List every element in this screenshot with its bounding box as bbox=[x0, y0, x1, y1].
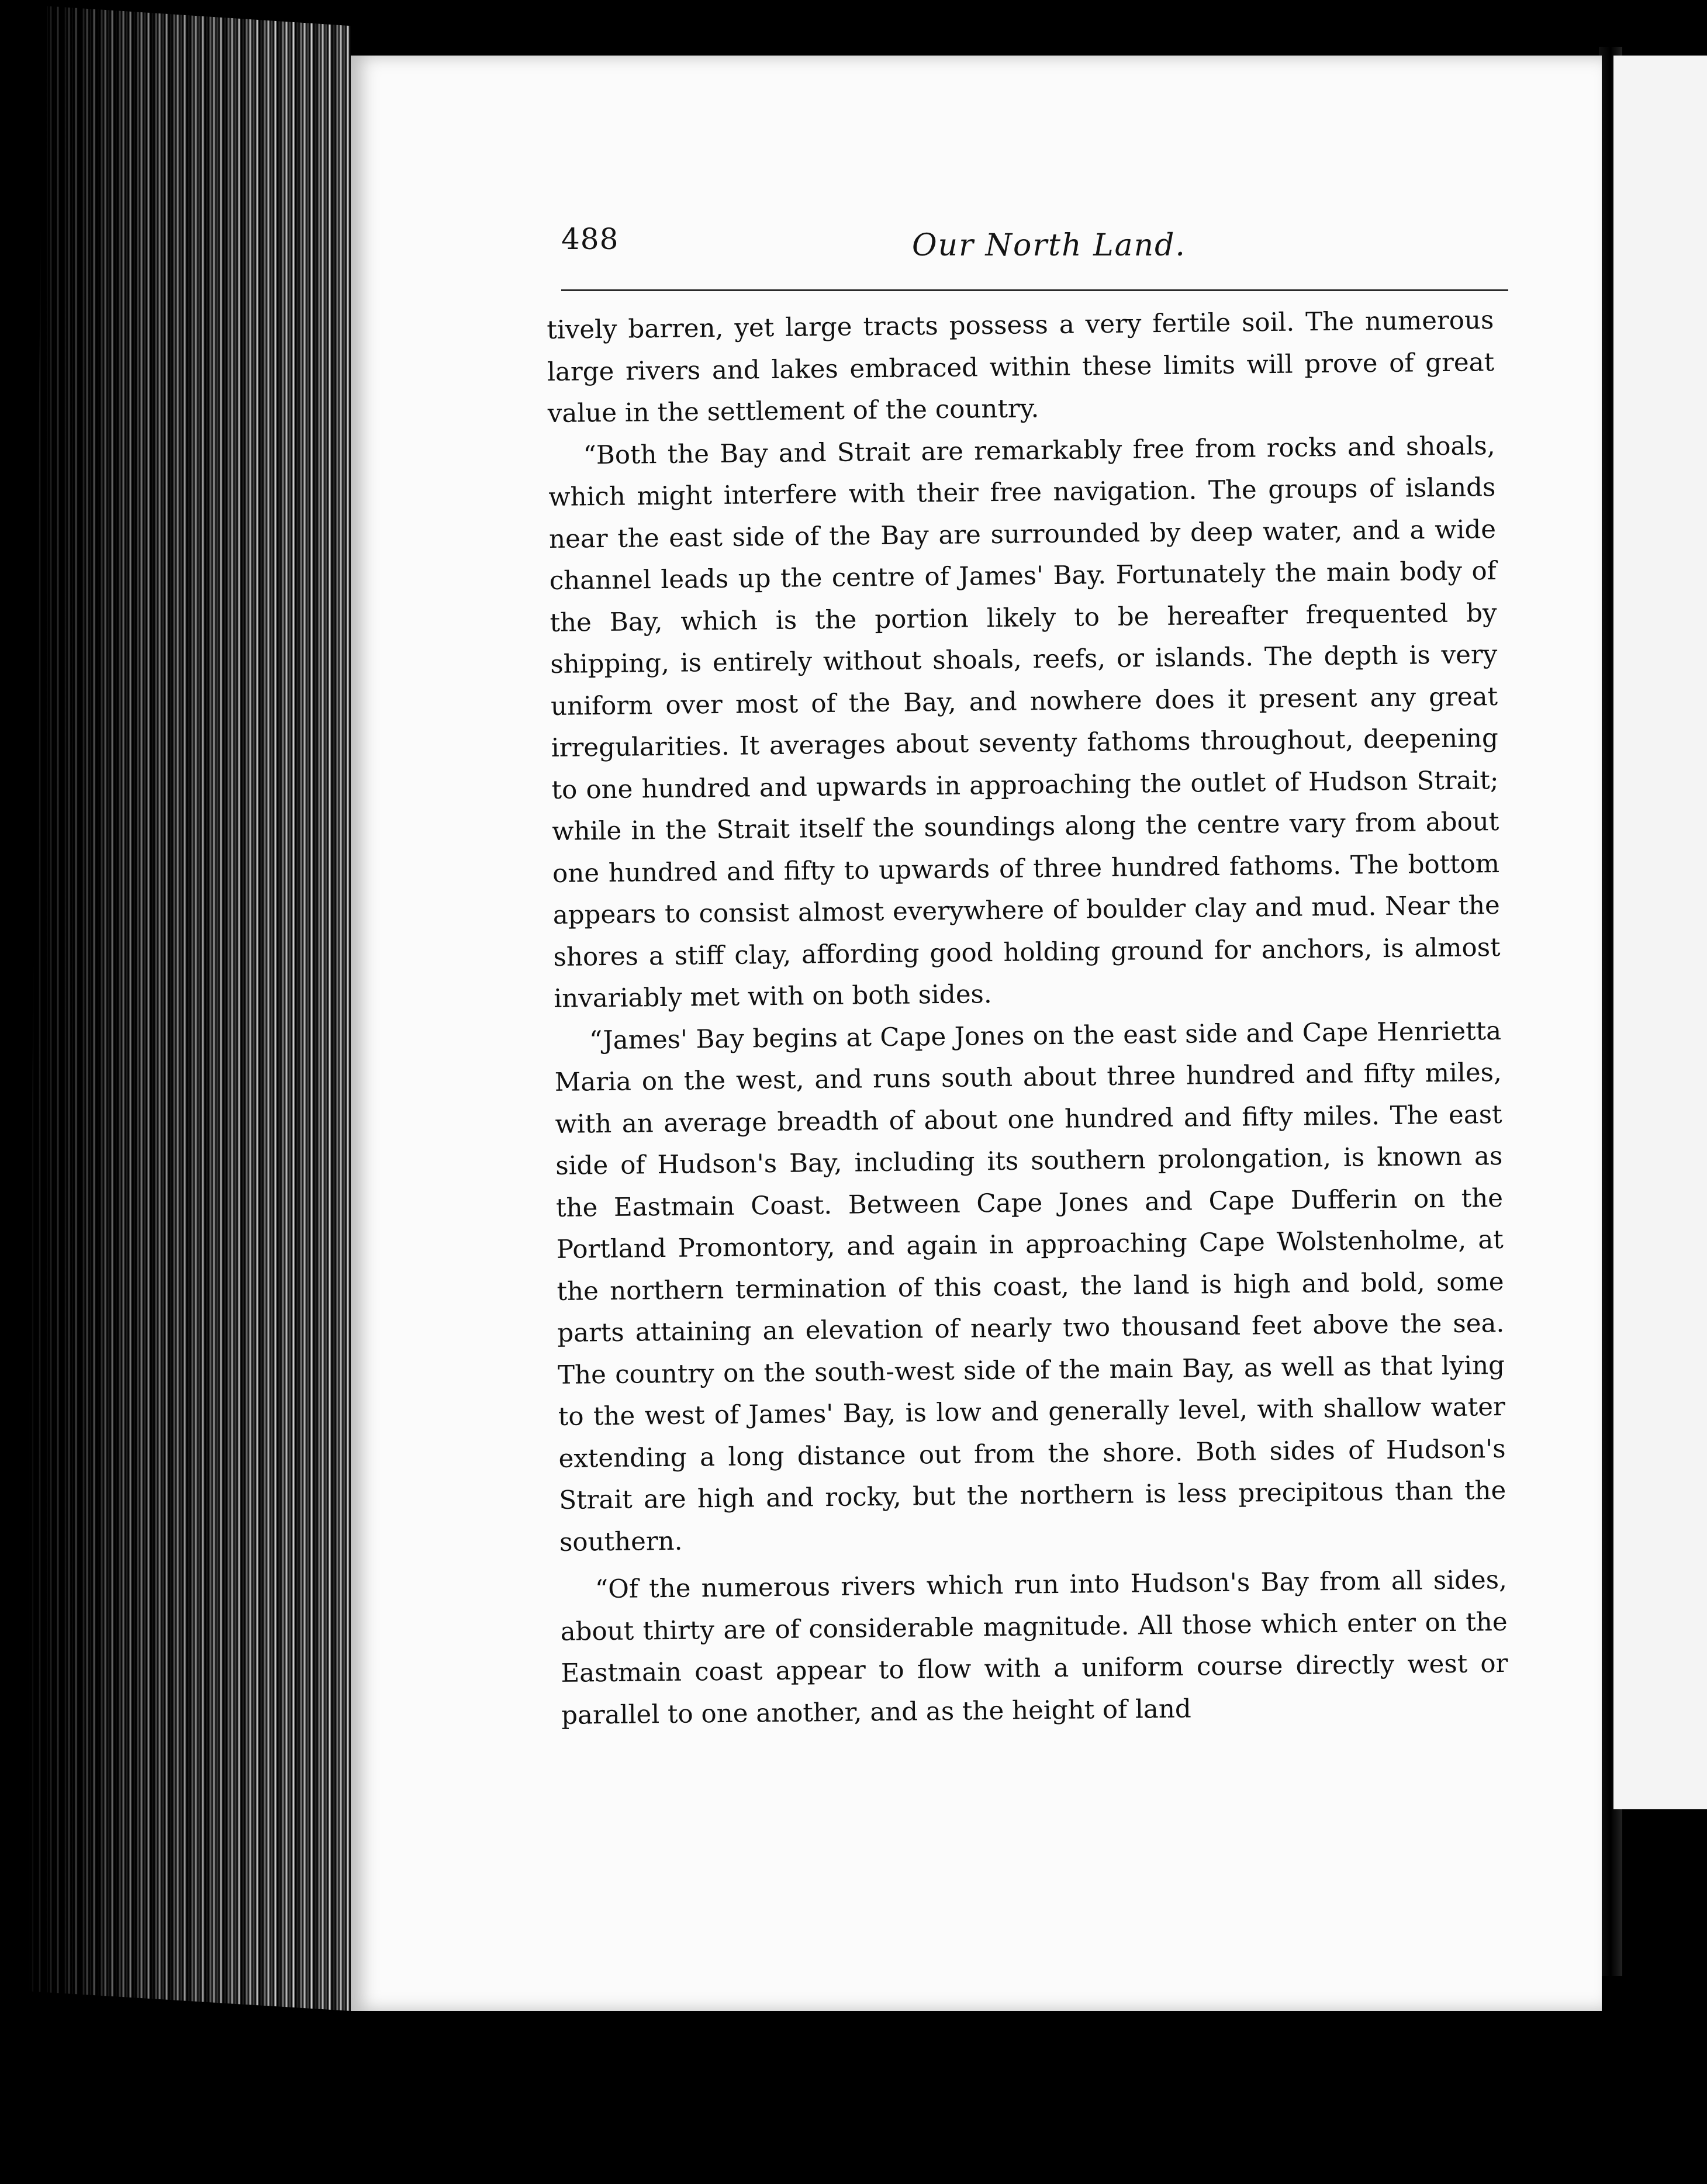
header-rule bbox=[561, 289, 1508, 291]
book-page-edges bbox=[23, 6, 351, 2011]
page-body-text bbox=[547, 300, 1508, 1737]
running-title: Our North Land. bbox=[912, 228, 1186, 263]
paragraph-bay-and-strait: “Both the Bay and Strait are remarkably free from rocks and shoals, which might interfere with their free navigation. The groups of islands near the east side of the Bay are surrounded by deep water, and a wide channel leads up the centre of James' Bay. Fortunately the main body of the Bay, which is the portion likely to be hereafter frequented by shipping, is entirely without shoals, reefs, or islands. The depth is very uniform over most of the Bay, and nowhere does it present any great irregularities. It averages about seventy fathoms throughout, deepening to one hundred and upwards in approaching the outlet of Hudson Strait; while in the Strait itself the soundings along the centre vary from about one hundred and fifty to upwards of three hundred fathoms. The bottom appears to consist almost everywhere of boulder clay and mud. Near the shores a stiff clay, affording good holding ground for anchors, is almost invariably met with on both sides. bbox=[548, 431, 1501, 1014]
paragraph-james-bay: “James' Bay begins at Cape Jones on the east side and Cape Henrietta Maria on the west, and runs south about three hundred and fifty miles, with an average breadth of about one hundred and fifty miles. The east side of Hudson's Bay, including its southern prolongation, is known as the Eastmain Coast. Between Cape Jones and Cape Dufferin on the Portland Promontory, and again in approaching Cape Wolstenholme, at the northern termination of this coast, the land is high and bold, some parts attaining an elevation of nearly two thousand feet above the sea. The country on the south-west side of the main Bay, as well as that lying to the west of James' Bay, is low and generally level, with shallow water extending a long distance out from the shore. Both sides of Hudson's Strait are high and rocky, but the northern is less precipitous than the southern. bbox=[554, 1016, 1506, 1557]
page-header bbox=[561, 216, 1508, 286]
paragraph-rivers: “Of the numerous rivers which run into Hudson's Bay from all sides, about thirty are of considerable magnitude. All those which enter on the Eastmain coast appear to flow with a uniform course directly west or parallel to one another, and as the height of land bbox=[560, 1565, 1508, 1730]
facing-page-edge bbox=[1613, 56, 1707, 1809]
paragraph-continuation: tively barren, yet large tracts possess a very fertile soil. The numerous large rivers and lakes embraced within these limits will prove of great value in the settlement of the country. bbox=[547, 306, 1495, 428]
page-number: 488 bbox=[561, 222, 619, 256]
